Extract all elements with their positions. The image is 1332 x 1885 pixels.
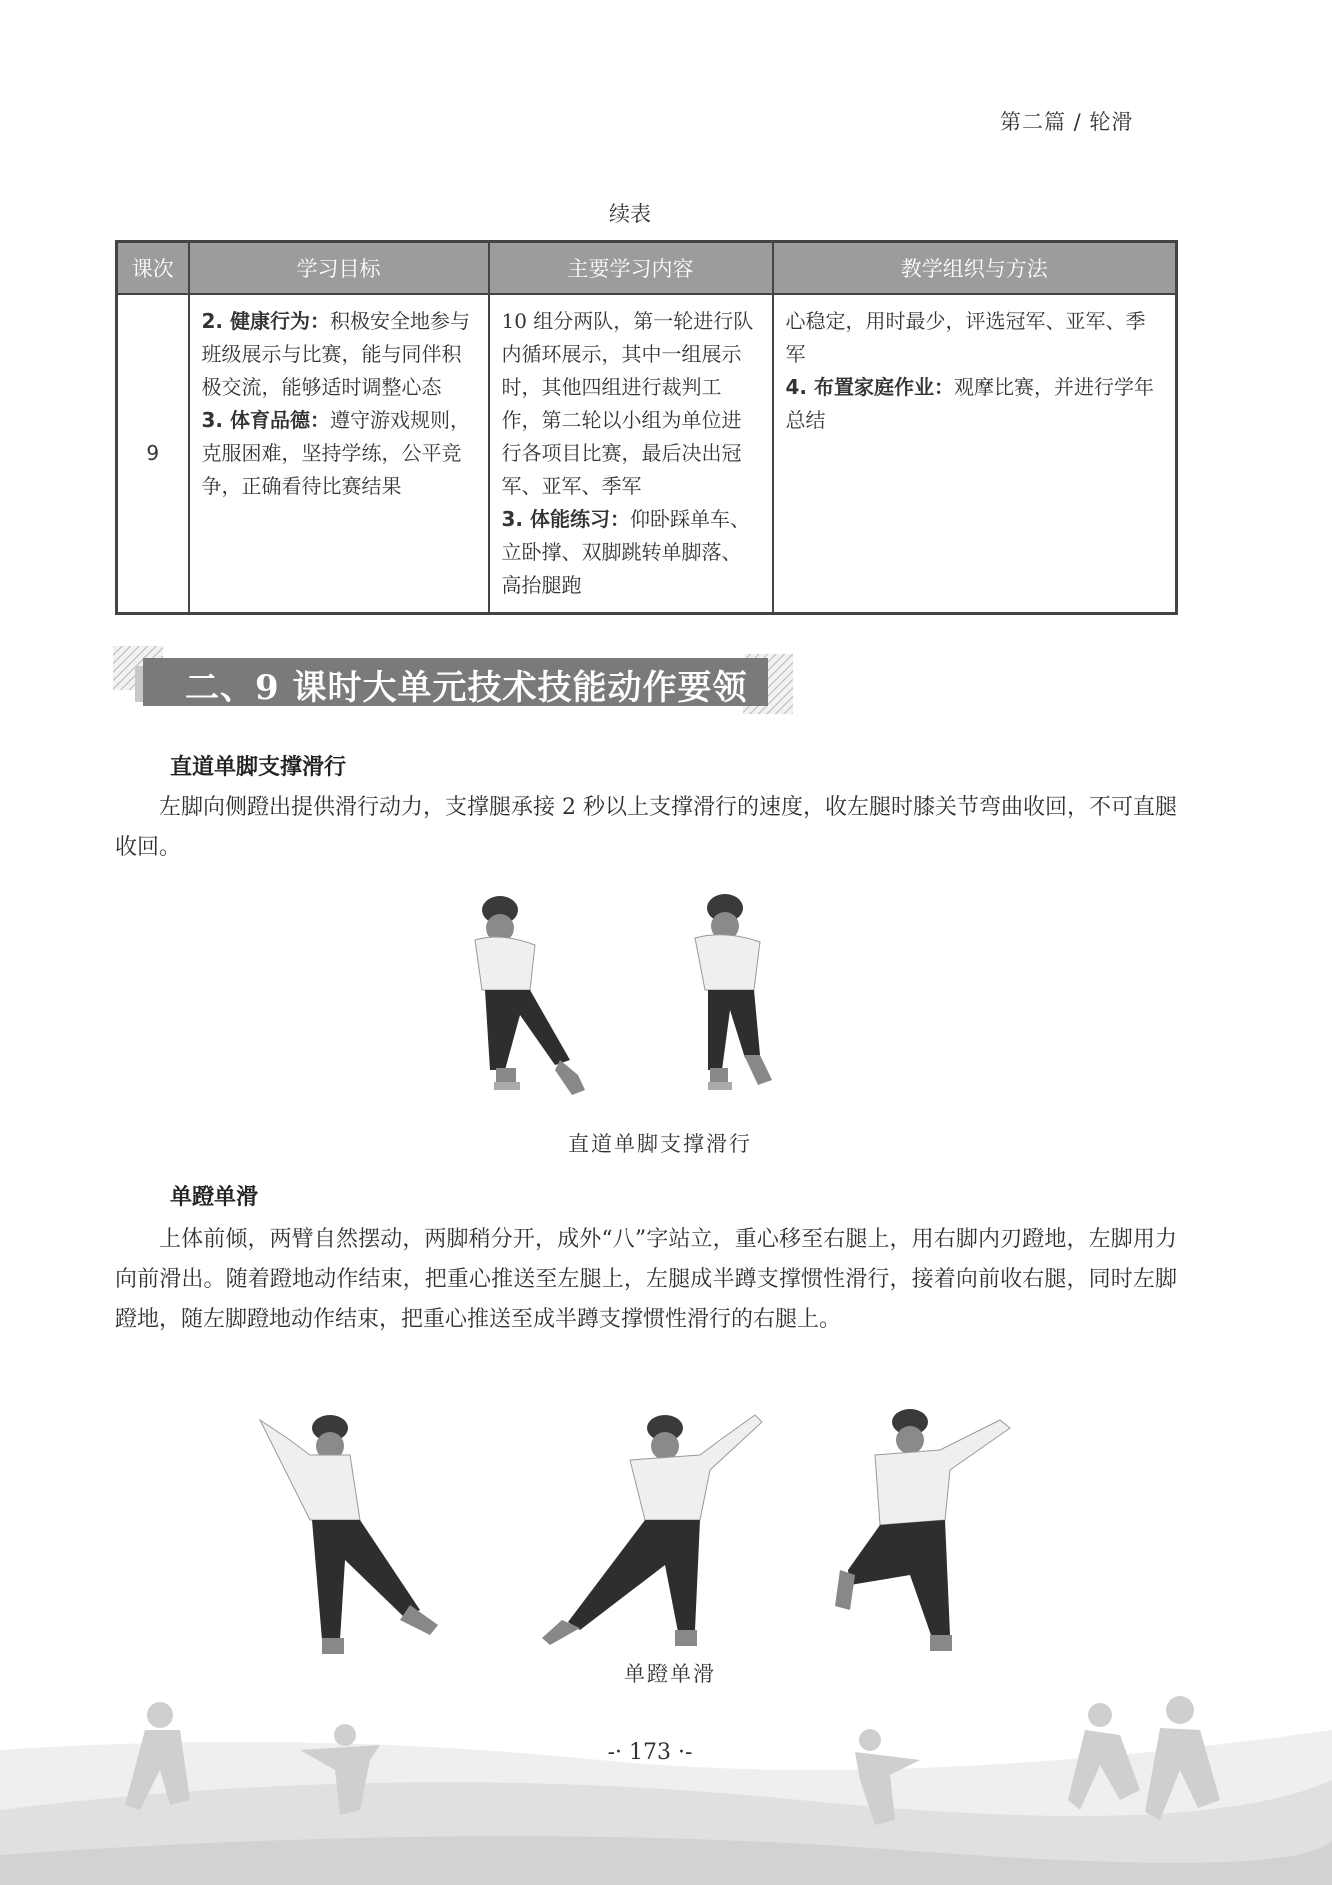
method-text: 心稳定，用时最少，评选冠军、亚军、季军 — [785, 309, 1146, 366]
cell-content — [489, 294, 773, 614]
col-header-content: 主要学习内容 — [489, 242, 773, 295]
method-homework-title: 4. 布置家庭作业： — [785, 375, 954, 399]
caption-straight-glide: 直道单脚支撑滑行 — [568, 1132, 752, 1156]
single-push-photo — [250, 1400, 1030, 1660]
method-homework-text: 观摩比赛，并进行学年总结 — [785, 375, 1154, 432]
skill-title-single-push: 单蹬单滑 — [170, 1185, 259, 1210]
footer-decoration — [0, 1690, 1332, 1885]
running-header: 第二篇 / 轮滑 — [1000, 110, 1134, 134]
table-row — [117, 294, 1177, 614]
col-header-goals: 学习目标 — [189, 242, 489, 295]
col-header-method: 教学组织与方法 — [773, 242, 1177, 295]
content-text: 10 组分两队，第一轮进行队内循环展示，其中一组展示时，其他四组进行裁判工作，第二轮以小组为单位进行各项目比赛，最后决出冠军、亚军、季军 — [501, 309, 754, 498]
col-header-lesson: 课次 — [117, 242, 189, 295]
goal-ethics-title: 3. 体育品德： — [201, 408, 330, 432]
skill-text-straight-glide: 左脚向侧蹬出提供滑行动力，支撑腿承接 2 秒以上支撑滑行的速度，收左腿时膝关节弯曲收回，不可直腿收回。 — [115, 795, 1177, 860]
lesson-table — [115, 240, 1178, 615]
goal-health-text: 积极安全地参与班级展示与比赛，能与同伴积极交流，能够适时调整心态 — [201, 309, 470, 399]
section-title: 二、9 课时大单元技术技能动作要领 — [185, 668, 748, 708]
goal-health-title: 2. 健康行为： — [201, 309, 330, 333]
table-caption: 续表 — [609, 202, 651, 226]
skill-text-single-push: 上体前倾，两臂自然摆动，两脚稍分开，成外“八”字站立，重心移至右腿上，用右脚内刃蹬地，左脚用力向前滑出。随着蹬地动作结束，把重心推送至左腿上，左腿成半蹲支撑惯性滑行，接着向前收右腿，同时左脚蹬地，随左脚蹬地动作结束，把重心推送至成半蹲支撑惯性滑行的右腿上。 — [115, 1227, 1177, 1332]
cell-goals — [189, 294, 489, 614]
straight-glide-photo — [460, 890, 800, 1110]
goal-ethics-text: 遵守游戏规则，克服困难，坚持学练，公平竞争，正确看待比赛结果 — [201, 408, 470, 498]
cell-lesson-number: 9 — [117, 294, 189, 614]
content-fitness-text: 仰卧踩单车、立卧撑、双脚跳转单脚落、高抬腿跑 — [501, 507, 750, 597]
content-fitness-title: 3. 体能练习： — [501, 507, 630, 531]
caption-single-push: 单蹬单滑 — [624, 1662, 716, 1686]
skill-title-straight-glide: 直道单脚支撑滑行 — [170, 755, 347, 780]
table-header-row — [117, 242, 1177, 295]
page-number-value: 173 — [629, 1740, 671, 1765]
cell-method — [773, 294, 1177, 614]
page-number: -· 173 ·- — [607, 1740, 693, 1765]
